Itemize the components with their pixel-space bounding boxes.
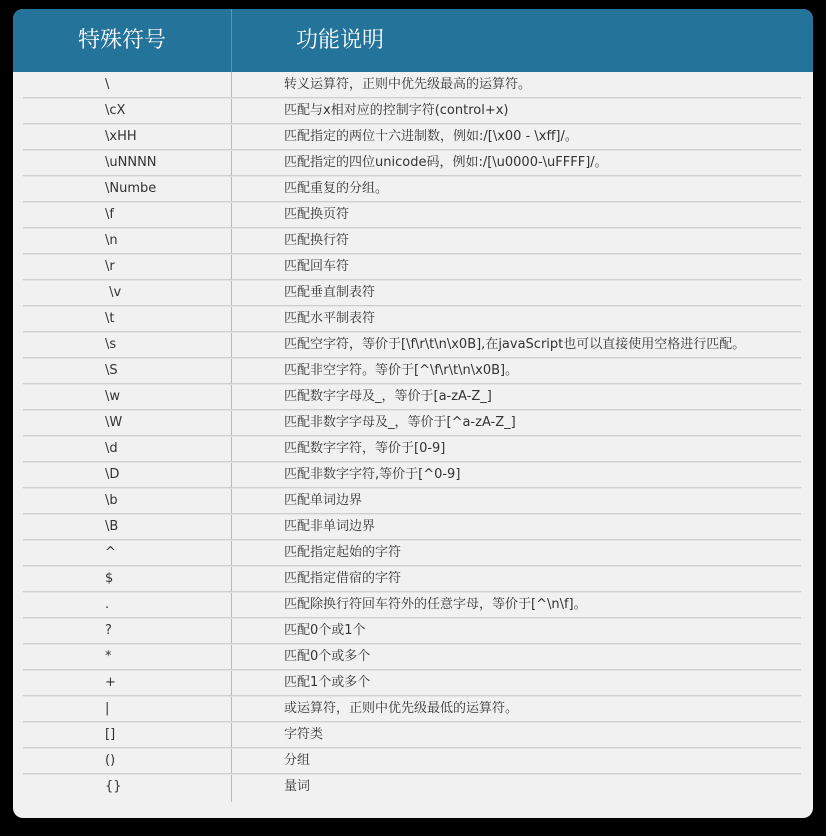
- symbol-cell: ?: [105, 623, 112, 638]
- description-cell: 匹配换行符: [284, 233, 350, 248]
- symbol-cell: {}: [105, 779, 122, 794]
- description-cell: 匹配非数字字符,等价于[^0-9]: [284, 467, 461, 482]
- table-row: [13, 228, 813, 254]
- table-row: [13, 644, 813, 670]
- table-row: [13, 332, 813, 358]
- table-header: [13, 9, 813, 72]
- symbol-cell: \uNNNN: [105, 155, 157, 170]
- description-cell: 匹配非数字字母及_，等价于[^a-zA-Z_]: [284, 415, 516, 430]
- description-cell: 匹配数字字符，等价于[0-9]: [284, 441, 446, 456]
- symbol-cell: \S: [105, 363, 118, 378]
- symbol-cell: \cX: [105, 103, 126, 118]
- description-cell: 匹配换页符: [284, 207, 350, 222]
- table-row: [13, 540, 813, 566]
- description-cell: 匹配重复的分组。: [284, 181, 389, 196]
- table-row: [13, 670, 813, 696]
- symbol-cell: \v: [105, 285, 122, 300]
- description-cell: 匹配指定的四位unicode码，例如:/[\u0000-\uFFFF]/。: [284, 155, 608, 170]
- table-row: [13, 306, 813, 332]
- symbol-cell: \xHH: [105, 129, 137, 144]
- symbol-cell: \D: [105, 467, 120, 482]
- description-cell: 匹配非空字符。等价于[^\f\r\t\n\x0B]。: [284, 363, 519, 378]
- symbol-cell: +: [105, 675, 116, 690]
- symbol-cell: .: [105, 597, 110, 612]
- header-function-description: 功能说明: [296, 28, 385, 53]
- table-row: [13, 592, 813, 618]
- description-cell: 匹配单词边界: [284, 493, 363, 508]
- header-column-divider: [231, 9, 232, 72]
- table-row: [13, 748, 813, 774]
- table-row: [13, 202, 813, 228]
- table-row: [13, 774, 813, 800]
- description-cell: 匹配与x相对应的控制字符(control+x): [284, 103, 509, 118]
- symbol-cell: \r: [105, 259, 115, 274]
- symbol-cell: (): [105, 753, 116, 768]
- description-cell: 匹配非单词边界: [284, 519, 376, 534]
- description-cell: 匹配回车符: [284, 259, 350, 274]
- symbol-cell: \w: [105, 389, 121, 404]
- description-cell: 转义运算符，正则中优先级最高的运算符。: [284, 77, 532, 92]
- symbol-cell: ^: [105, 545, 116, 560]
- description-cell: 匹配水平制表符: [284, 311, 376, 326]
- table-row: [13, 436, 813, 462]
- regex-special-chars-table: [13, 9, 813, 818]
- symbol-cell: \t: [105, 311, 115, 326]
- description-cell: 字符类: [284, 727, 324, 742]
- table-body: [13, 72, 813, 800]
- description-cell: 匹配1个或多个: [284, 675, 371, 690]
- table-row: [13, 722, 813, 748]
- table-row: [13, 410, 813, 436]
- description-cell: 匹配空字符，等价于[\f\r\t\n\x0B],在javaScript也可以直接使用空格进行匹配。: [284, 337, 746, 352]
- description-cell: 匹配0个或多个: [284, 649, 371, 664]
- table-row: [13, 72, 813, 98]
- symbol-cell: \n: [105, 233, 118, 248]
- symbol-cell: \Numbe: [105, 181, 157, 196]
- symbol-cell: \B: [105, 519, 119, 534]
- description-cell: 匹配数字字母及_，等价于[a-zA-Z_]: [284, 389, 492, 404]
- table-row: [13, 358, 813, 384]
- table-row: [13, 150, 813, 176]
- symbol-cell: $: [105, 571, 114, 586]
- description-cell: 匹配指定的两位十六进制数，例如:/[\x00 - \xff]/。: [284, 129, 578, 144]
- description-cell: 匹配指定起始的字符: [284, 545, 402, 560]
- description-cell: 匹配垂直制表符: [284, 285, 376, 300]
- description-cell: 或运算符，正则中优先级最低的运算符。: [284, 701, 519, 716]
- table-row: [13, 488, 813, 514]
- symbol-cell: *: [105, 649, 112, 664]
- symbol-cell: \: [105, 77, 110, 92]
- description-cell: 匹配指定借宿的字符: [284, 571, 402, 586]
- description-cell: 匹配除换行符回车符外的任意字母，等价于[^\n\f]。: [284, 597, 587, 612]
- symbol-cell: \d: [105, 441, 118, 456]
- table-row: [13, 566, 813, 592]
- symbol-cell: \s: [105, 337, 117, 352]
- table-row: [13, 462, 813, 488]
- header-special-symbol: 特殊符号: [77, 28, 166, 53]
- symbol-cell: |: [105, 701, 110, 716]
- table-row: [13, 696, 813, 722]
- symbol-cell: \f: [105, 207, 114, 222]
- description-cell: 分组: [284, 753, 311, 768]
- table-row: [13, 254, 813, 280]
- table-row: [13, 384, 813, 410]
- table-row: [13, 514, 813, 540]
- table-row: [13, 618, 813, 644]
- symbol-cell: []: [105, 727, 116, 742]
- symbol-cell: \W: [105, 415, 123, 430]
- description-cell: 量词: [284, 779, 311, 794]
- table-row: [13, 98, 813, 124]
- symbol-cell: \b: [105, 493, 118, 508]
- table-row: [13, 280, 813, 306]
- table-row: [13, 124, 813, 150]
- table-row: [13, 176, 813, 202]
- description-cell: 匹配0个或1个: [284, 623, 366, 638]
